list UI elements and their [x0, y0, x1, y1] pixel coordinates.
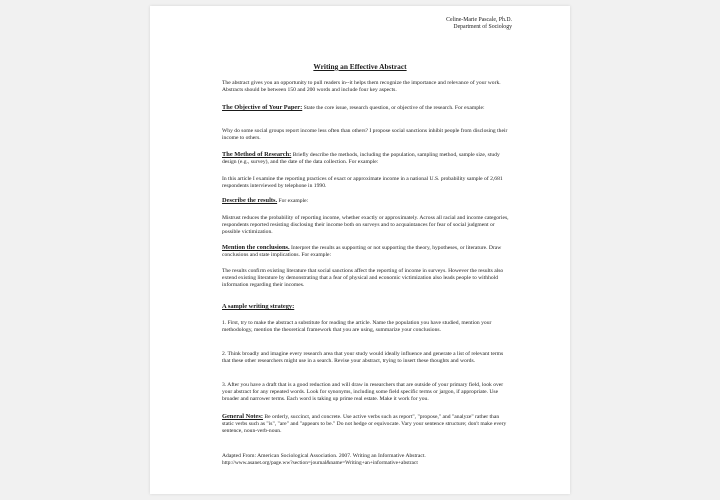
section-heading: Mention the conclusions.	[222, 244, 290, 251]
document-title: Writing an Effective Abstract	[313, 62, 407, 71]
example-objective: Why do some social groups report income less often than others? I propose social sanctions inhibit people from disclosing their income to others.	[222, 128, 508, 142]
section-objective	[222, 104, 512, 112]
section-text: Interpret the results as supporting or not supporting the theory, hypotheses, or literature. Draw conclusions and state implications. For example:	[222, 245, 502, 259]
section-text: Briefly describe the methods, including the population, sampling method, sample size, study design (e.g., survey), and the date of the data collection. For example:	[222, 152, 500, 166]
strategy-step-1: 1. First, try to make the abstract a substitute for reading the article. Name the population you have studied, mention your methodology, mention the theoretical framework that you are using, summarize your conclusions.	[222, 320, 492, 334]
general-notes-label: General Notes:	[222, 413, 263, 420]
general-notes-text: Be orderly, succinct, and concrete. Use active verbs such as report", "propose," and "analyze" rather than static verbs such as "is", "are" and "appears to be." Do not hedge or equivocate. Vary your sentence structure; don't make every sentence, noun-verb-noun.	[222, 414, 507, 435]
author-department: Department of Sociology	[453, 24, 512, 31]
general-notes	[222, 413, 512, 435]
section-heading: The Objective of Your Paper:	[222, 104, 303, 111]
example-method: In this article I examine the reporting practices of exact or approximate income in a national U.S. probability sample of 2,681 respondents interviewed by telephone in 1990.	[222, 176, 503, 190]
section-heading: The Method of Research:	[222, 151, 292, 158]
source-line-1: Adapted From: American Sociological Association. 2007. Writing an Informative Abstract.	[222, 453, 426, 459]
example-conclusions: The results confirm existing literature that social sanctions affect the reporting of income in surveys. However the results also extend existing literature by demonstrating that a fear of physical and economic victimization also leads people to withhold information regarding their incomes.	[222, 268, 504, 289]
strategy-heading: A sample writing strategy:	[222, 303, 295, 310]
example-results: Mistrust reduces the probability of reporting income, whether exactly or approximately. Across all racial and income categories, respondents reported resisting disclosing their income both on surveys and to acquaintances for fear of social judgment or possible victimization.	[222, 215, 509, 236]
intro-paragraph: The abstract gives you an opportunity to pull readers in--it helps them recognize the importance and relevance of your work. Abstracts should be between 150 and 200 words and include four key aspects.	[222, 80, 501, 94]
author-block	[446, 17, 512, 31]
section-text: State the core issue, research question, or objective of the research. For example:	[303, 105, 485, 111]
document-page	[150, 6, 570, 494]
section-conclusions	[222, 244, 512, 259]
section-results	[222, 197, 512, 205]
strategy-step-3: 3. After you have a draft that is a good reduction and will draw in researchers that are outside of your primary field, look over your abstract for any repeated words. Look for synonyms, including some field specific terms or jargon, if appropriate. Use broader and narrower terms. Each word is taking up prime real estate. Make it work for you.	[222, 382, 504, 403]
strategy-step-2: 2. Think broadly and imagine every research area that your study would ideally influence and generate a list of relevant terms that these other researchers might use in a search. Revise your abstract, trying to insert these thoughts and words.	[222, 351, 504, 365]
section-method	[222, 151, 512, 166]
section-heading: Describe the results.	[222, 197, 278, 204]
author-name: Celine-Marie Pascale, Ph.D.	[446, 17, 512, 23]
section-text: For example:	[278, 198, 309, 204]
source-url: http://www.asanet.org/page.ww?section=journal&name=Writing+an+informative+abstract	[222, 460, 418, 467]
source-citation	[222, 453, 512, 467]
